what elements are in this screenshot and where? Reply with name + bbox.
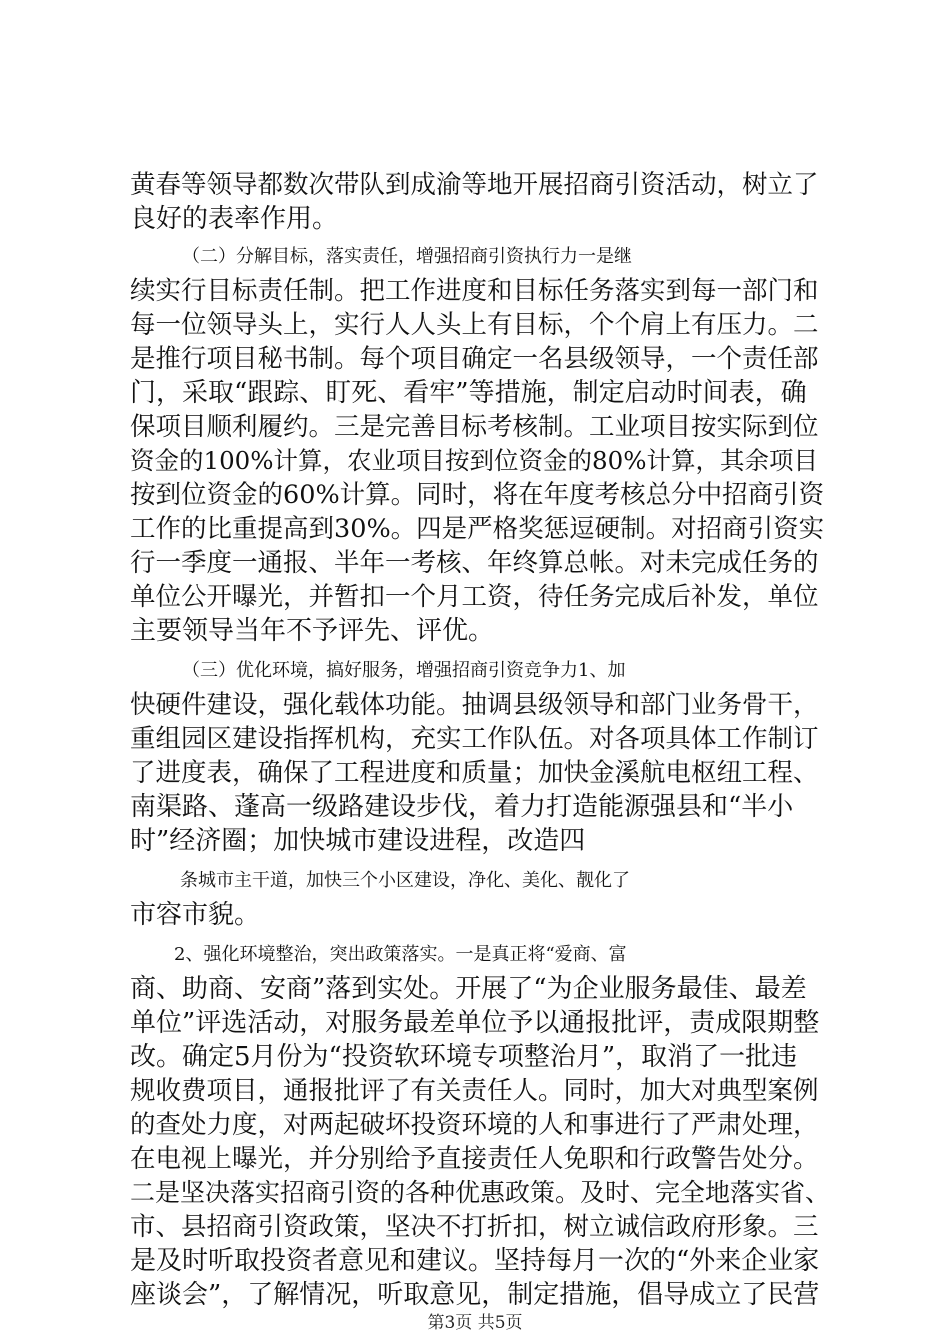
text-line: 按到位资金的60%计算。同时，将在年度考核总分中招商引资 [130, 480, 825, 510]
text-line: 商、助商、安商”落到实处。开展了“为企业服务最佳、最差 [130, 974, 807, 1004]
text-line: （三）优化环境，搞好服务，增强招商引资竞争力1、加 [182, 660, 626, 681]
text-line: 行一季度一通报、半年一考核、年终算总帐。对未完成任务的 [130, 548, 819, 578]
text-line: 每一位领导头上，实行人人头上有目标，个个肩上有压力。二 [130, 310, 819, 340]
text-line: （二）分解目标，落实责任，增强招商引资执行力一是继 [182, 246, 632, 267]
text-line: 南渠路、蓬高一级路建设步伐，着力打造能源强县和“半小 [130, 792, 794, 822]
text-line: 重组园区建设指挥机构，充实工作队伍。对各项具体工作制订 [130, 724, 819, 754]
text-line: 时”经济圈；加快城市建设进程，改造四 [130, 826, 586, 856]
text-line: 是及时听取投资者意见和建议。坚持每月一次的“外来企业家 [130, 1246, 820, 1276]
text-line: 资金的100%计算，农业项目按到位资金的80%计算，其余项目 [130, 446, 818, 475]
text-line: 条城市主干道，加快三个小区建设，净化、美化、靓化了 [180, 870, 630, 891]
text-line: 单位公开曝光，并暂扣一个月工资，待任务完成后补发，单位 [130, 582, 819, 612]
text-line: 黄春等领导都数次带队到成渝等地开展招商引资活动，树立了 [130, 170, 819, 200]
text-line: 的查处力度，对两起破坏投资环境的人和事进行了严肃处理， [130, 1110, 819, 1140]
text-line: 在电视上曝光，并分别给予直接责任人免职和行政警告处分。 [130, 1144, 819, 1174]
page-footer: 第3页 共5页 [427, 1313, 523, 1333]
text-line: 规收费项目，通报批评了有关责任人。同时，加大对典型案例 [130, 1076, 819, 1106]
text-line: 快硬件建设，强化载体功能。抽调县级领导和部门业务骨干， [130, 690, 819, 720]
text-line: 良好的表率作用。 [130, 204, 339, 234]
text-line: 续实行目标责任制。把工作进度和目标任务落实到每一部门和 [130, 276, 819, 306]
text-line: 工作的比重提高到30%。四是严格奖惩逗硬制。对招商引资实 [130, 514, 825, 544]
text-line: 单位”评选活动，对服务最差单位予以通报批评，责成限期整 [130, 1008, 820, 1038]
text-line: 市容市貌。 [130, 900, 261, 930]
text-line: 二是坚决落实招商引资的各种优惠政策。及时、完全地落实省、 [130, 1178, 831, 1207]
text-line: 保项目顺利履约。三是完善目标考核制。工业项目按实际到位 [130, 412, 819, 442]
text-line: 改。确定5月份为“投资软环境专项整治月”，取消了一批违 [130, 1042, 798, 1072]
text-line: 座谈会”，了解情况，听取意见，制定措施，倡导成立了民营 [130, 1280, 820, 1310]
text-line: 门，采取“跟踪、盯死、看牢”等措施，制定启动时间表，确 [130, 378, 807, 408]
text-line: 2、强化环境整治，突出政策落实。一是真正将“爱商、富 [174, 944, 627, 965]
text-line: 了进度表，确保了工程进度和质量；加快金溪航电枢纽工程、 [130, 758, 819, 788]
text-line: 市、县招商引资政策，坚决不打折扣，树立诚信政府形象。三 [130, 1212, 819, 1242]
text-line: 主要领导当年不予评先、评优。 [130, 616, 495, 646]
text-line: 是推行项目秘书制。每个项目确定一名县级领导，一个责任部 [130, 344, 819, 374]
